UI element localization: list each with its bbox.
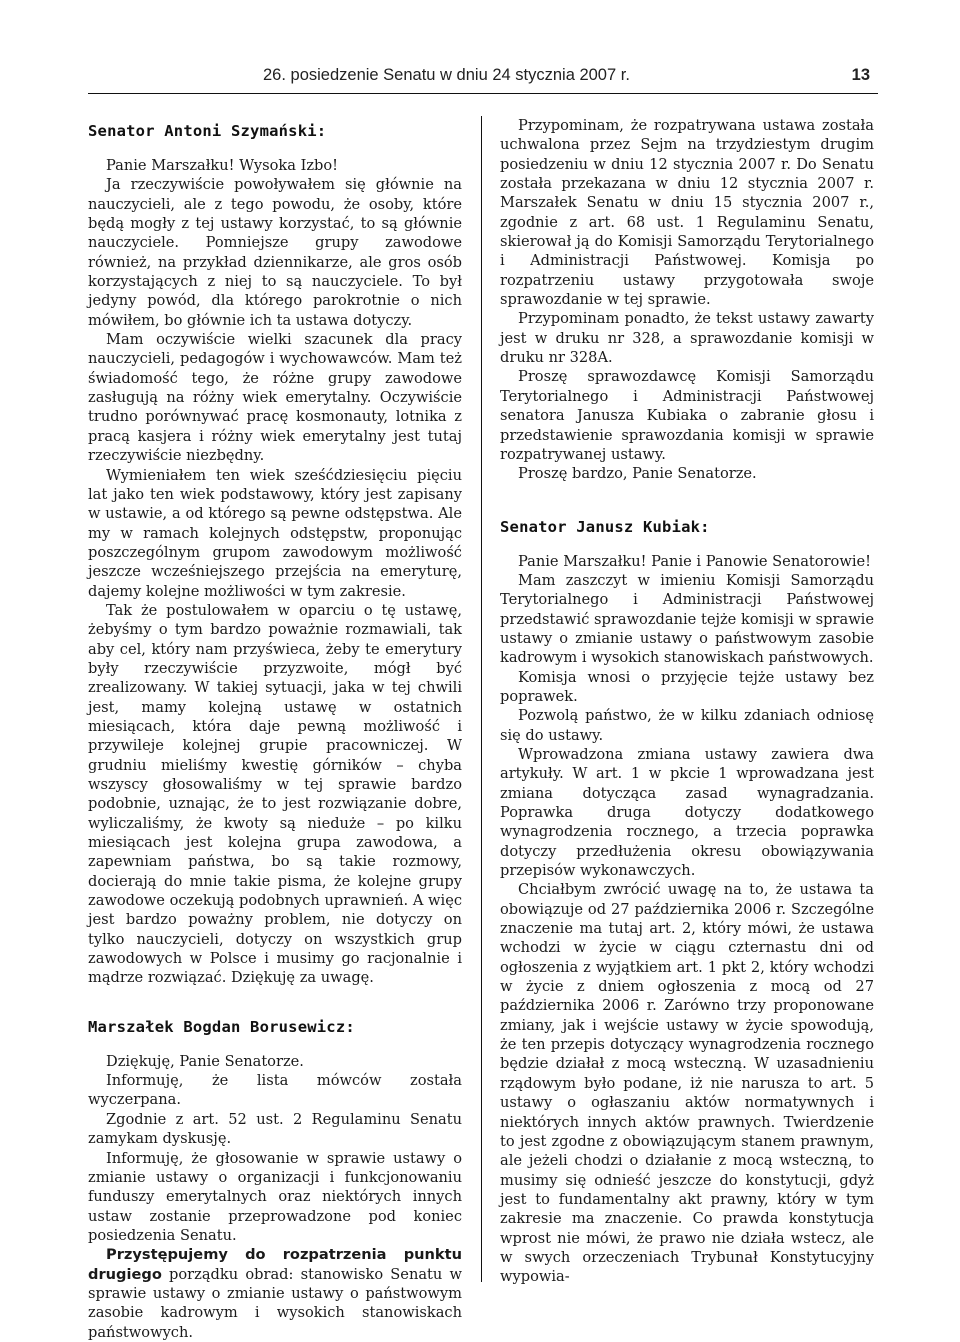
column-divider	[481, 116, 482, 1282]
page-number: 13	[851, 66, 870, 84]
agenda-point-rest: porządku obrad: stanowisko Senatu w sprawie ustawy o zmianie ustawy o państwowym zasobie kadrowym i wysokich stanowiskach państwowych.	[88, 1265, 462, 1341]
paragraph: Panie Marszałku! Panie i Panowie Senatorowie!	[518, 552, 871, 570]
paragraph: Chciałbym zwrócić uwagę na to, że ustawa ta obowiązuje od 27 października 2006 r. Szczególne znaczenie ma tutaj art. 2, który mówi, że ustawa wchodzi w życie w ciągu czternastu dni od ogłoszenia z wyjątkiem art. 1 pkt 2, który wchodzi w życie z dniem ogłoszenia z mocą od 27 października 2006 r. Zarówno trzy proponowane zmiany, jak i wejście ustawy w życie spowodują, że ten przepis dotyczący wynagrodzenia rocznego będzie działał z mocą wsteczną. W uzasadnieniu rządowym było podane, iż nie narusza to art. 5 ustawy o ogłaszaniu aktów normatywnych i niektórych innych aktów prawnych. Twierdzenie to jest zgodne z obowiązującym stanem prawnym, ale jeżeli chodzi o działanie z mocą wsteczną, to musimy się odnieść jeszcze do konstytucji, gdyż jest to fundamentalny akt prawny, który w tym zakresie ma znaczenie. Co prawda konstytucja wprost nie mówi, że prawo nie działa wstecz, ale w swych orzeczeniach Trybunał Konstytucyjny wypowia-	[500, 881, 874, 1286]
paragraph: Proszę bardzo, Panie Senatorze.	[518, 465, 757, 483]
paragraph: Tak że postulowałem w oparciu o tę ustawę, żebyśmy o tym bardzo poważnie rozmawiali, tak aby cel, który nam przyświeca, żeby te emerytury były rzeczywiście przyzwoite, mógł być zrealizowany. W takiej sytuacji, jaka w tej chwili jest, mamy kolejną ustawę w ostatnich miesiącach, która daje pewną możliwość i przywileje kolejnej grupie pracowniczej. W grudniu mieliśmy kwestię górników – chyba wszyscy głosowaliśmy w tej sprawie bardzo podobnie, uznając, że to jest rozwiązanie dobre, wyliczaliśmy, że kwoty są nieduże – po kilku miesiącach jest kolejna grupa zawodowa, a zapewniam państwa, bo są takie rozmowy, docierają do mnie takie pisma, że kolejne grupy zawodowe oczekują podobnych uprawnień. A więc jest bardzo poważny problem, nie dotyczy on tylko nauczycieli, dotyczy on wszystkich grup zawodowych w Polsce i musimy go racjonalnie i mądrze rozwiązać. Dziękuję za uwagę.	[88, 601, 462, 987]
paragraph: Zgodnie z art. 52 ust. 2 Regulaminu Senatu zamykam dyskusję.	[88, 1110, 462, 1148]
right-column	[500, 116, 874, 1287]
speaker-heading-kubiak: Senator Janusz Kubiak:	[500, 517, 710, 536]
paragraph: Informuję, że lista mówców została wyczerpana.	[88, 1072, 462, 1109]
paragraph: Pozwolą państwo, że w kilku zdaniach odniosę się do ustawy.	[500, 707, 874, 744]
agenda-point-bold: Przystępujemy do rozpatrzenia punktu drugiego	[88, 1246, 462, 1283]
paragraph: Komisja wnosi o przyjęcie tejże ustawy bez poprawek.	[500, 668, 874, 705]
paragraph: Przypominam, że rozpatrywana ustawa została uchwalona przez Sejm na trzydziestym drugim posiedzeniu w dniu 12 stycznia 2007 r. Do Senatu została przekazana w dniu 12 stycznia 2007 r. Marszałek Senatu w dniu 15 stycznia 2007 r., zgodnie z art. 68 ust. 1 Regulaminu Senatu, skierował ją do Komisji Samorządu Terytorialnego i Administracji Państwowej. Komisja po rozpatrzeniu ustawy przygotowała swoje sprawozdanie w tej sprawie.	[500, 117, 874, 309]
left-column	[88, 116, 462, 1342]
paragraph: Panie Marszałku! Wysoka Izbo!	[106, 157, 339, 174]
paragraph: Proszę sprawozdawcę Komisji Samorządu Terytorialnego i Administracji Państwowej senatora Janusza Kubiaka o zabranie głosu i przedstawienie sprawozdania komisji w sprawie rozpatrywanej ustawy.	[500, 368, 874, 463]
paragraph: Przypominam ponadto, że tekst ustawy zawarty jest w druku nr 328, a sprawozdanie komisji w druku nr 328A.	[500, 310, 874, 367]
paragraph: Dziękuję, Panie Senatorze.	[106, 1052, 304, 1070]
paragraph: Mam oczywiście wielki szacunek dla pracy nauczycieli, pedagogów i wychowawców. Mam też świadomość tego, że różne grupy zawodowe zasługują na różny wiek emerytalny. Oczywiście trudno porównywać pracę kosmonauty, lotnika z pracą kasjera i różny wiek emerytalny jest tutaj rzeczywiście niezbędny.	[88, 331, 462, 465]
speaker-heading-szymanski: Senator Antoni Szymański:	[88, 122, 327, 140]
paragraph: Informuję, że głosowanie w sprawie ustawy o zmianie ustawy o organizacji i funkcjonowaniu funduszy emerytalnych oraz niektórych innych ustaw zostanie przeprowadzone pod koniec posiedzenia Senatu.	[88, 1149, 462, 1244]
paragraph: Wprowadzona zmiana ustawy zawiera dwa artykuły. W art. 1 w pkcie 1 wprowadzana jest zmiana dotycząca zasad wynagradzania. Poprawka druga dotyczy dodatkowego wynagrodzenia rocznego, a trzecia poprawka dotyczy przedłużenia okresu obowiązywania przepisów wykonawczych.	[500, 745, 874, 880]
speaker-heading-borusewicz: Marszałek Bogdan Borusewicz:	[88, 1017, 355, 1036]
paragraph: Ja rzeczywiście powoływałem się głównie na nauczycieli, ale z tego powodu, że osoby, które będą mogły z tej ustawy korzystać, to są głównie nauczyciele. Pomniejsze grupy zawodowe również, na przykład dziennikarze, ale gros osób korzystających z niej to są nauczyciele. To był jedyny powód, dla którego parokrotnie o nich mówiłem, bo głównie ich ta ustawa dotyczy.	[88, 176, 462, 329]
paragraph: Wymieniałem ten wiek sześćdziesięciu pięciu lat jako ten wiek podstawowy, który jest zapisany w ustawie, a od którego są pewne odstępstwa. Ale my w ramach kolejnych odstępstw, proponując poszczególnym grupom zawodowym możliwość jeszcze wcześniejszego przejścia na emeryturę, dajemy kolejne możliwości w tym zakresie.	[88, 466, 462, 600]
paragraph: Mam zaszczyt w imieniu Komisji Samorządu Terytorialnego i Administracji Państwowej przedstawić sprawozdanie tejże komisji w sprawie ustawy o zmianie ustawy o państwowym zasobie kadrowym i wysokich stanowiskach państwowych.	[500, 571, 874, 667]
paragraph-agenda-point	[88, 1245, 462, 1342]
header-rule	[88, 93, 878, 94]
page-header	[88, 60, 878, 96]
running-title: 26. posiedzenie Senatu w dniu 24 stycznia 2007 r.	[263, 66, 630, 84]
